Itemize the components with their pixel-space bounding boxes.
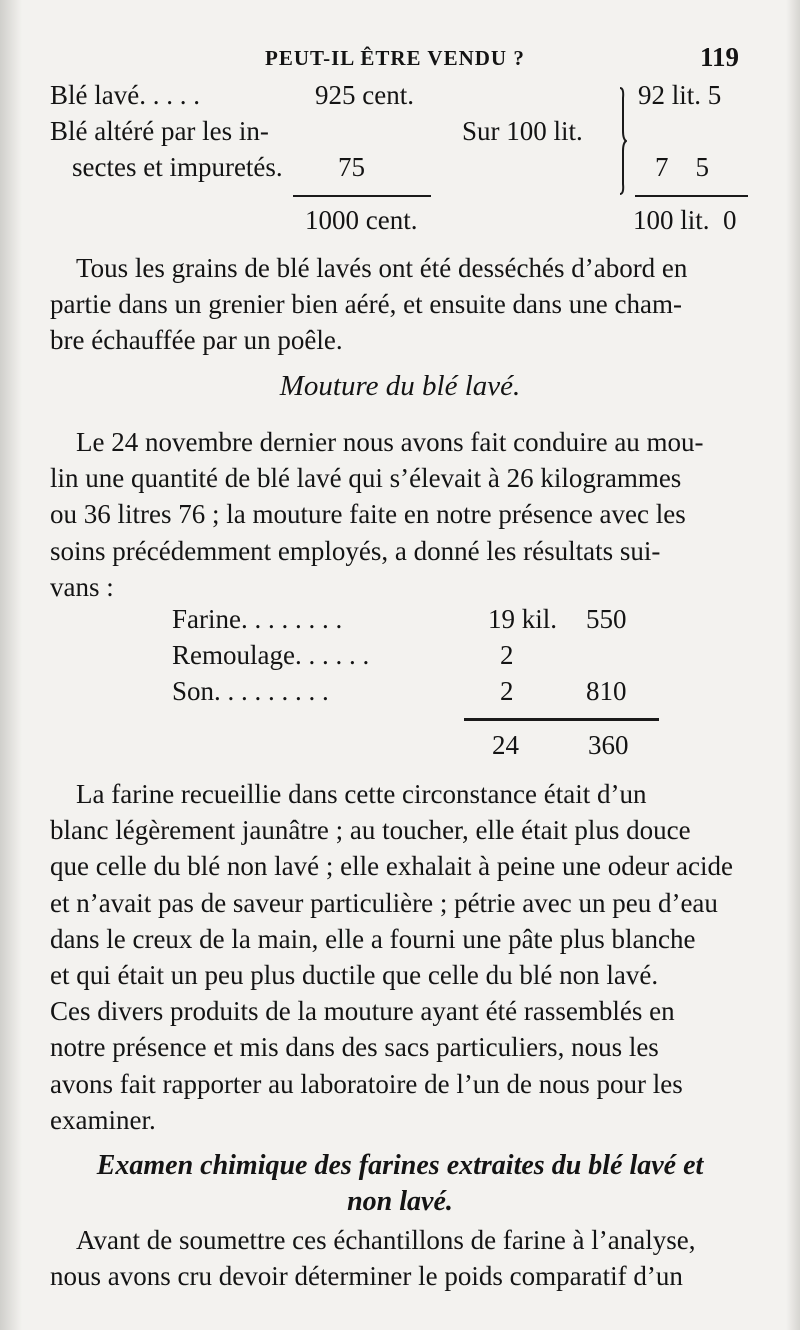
- text-line: dans le creux de la main, elle a fourni une pâte plus blanche: [50, 923, 696, 954]
- page-number: 119: [700, 42, 740, 72]
- grain-row3-ratio: 7 5: [655, 152, 709, 182]
- text-line: avons fait rapporter au laboratoire de l’un de nous pour les: [50, 1068, 683, 1099]
- text-line: soins précédemment employés, a donné les résultats sui-: [50, 535, 661, 566]
- text-line: Tous les grains de blé lavés ont été desséchés d’abord en: [76, 253, 688, 283]
- grain-row1-label: Blé lavé. . . . .: [50, 80, 200, 110]
- text-line: Ces divers produits de la mouture ayant été rassemblés en: [50, 996, 675, 1027]
- paragraph-analysis: [50, 1222, 750, 1294]
- section-title-examen: [50, 1148, 750, 1220]
- grain-row2-label: Blé altéré par les in-: [50, 116, 269, 146]
- text-line: et n’avait pas de saveur particulière ; pétrie avec un peu d’eau: [50, 887, 718, 918]
- page-header: [0, 38, 800, 74]
- text-line: partie dans un grenier bien aéré, et ensuite dans une cham-: [50, 289, 682, 320]
- text-line: vans :: [50, 571, 114, 602]
- grain-total-ratio: 100 lit. 0: [633, 205, 737, 235]
- text-line: blanc légèrement jaunâtre ; au toucher, elle était plus douce: [50, 815, 691, 846]
- paragraph-drying: [50, 250, 750, 359]
- grain-row2-mid: Sur 100 lit.: [462, 116, 583, 146]
- grain-row1-ratio: 92 lit. 5: [638, 80, 722, 110]
- section-title-line: Examen chimique des farines extraites du blé lavé et: [96, 1150, 704, 1181]
- text-line: La farine recueillie dans cette circonstance était d’un: [76, 779, 647, 809]
- text-line: Avant de soumettre ces échantillons de farine à l’analyse,: [76, 1225, 696, 1255]
- text-line: Le 24 novembre dernier nous avons fait conduire au mou-: [76, 427, 704, 457]
- milling-row-gram: 550: [586, 604, 627, 634]
- text-line: ou 36 litres 76 ; la mouture faite en notre présence avec les: [50, 499, 686, 530]
- milling-row-label: Farine. . . . . . . .: [172, 604, 343, 634]
- text-line: et qui était un peu plus ductile que celle du blé non lavé.: [50, 960, 659, 991]
- paragraph-milling: [50, 424, 750, 605]
- text-line: examiner.: [50, 1104, 156, 1135]
- text-line: nous avons cru devoir déterminer le poids comparatif d’un: [50, 1261, 683, 1292]
- text-line: bre échauffée par un poêle.: [50, 325, 343, 356]
- section-title-line: non lavé.: [347, 1186, 453, 1217]
- milling-row-kil: 19 kil.: [488, 604, 558, 634]
- text-line: que celle du blé non lavé ; elle exhalait à peine une odeur acide: [50, 851, 733, 882]
- text-line: notre présence et mis dans des sacs particuliers, nous les: [50, 1032, 659, 1063]
- grain-row1-amount: 925 cent.: [315, 80, 414, 110]
- milling-row-kil: 2: [500, 640, 514, 670]
- milling-sum-rule: [464, 718, 659, 721]
- page-edge-right: [786, 0, 800, 1330]
- milling-row-gram: 810: [586, 676, 627, 706]
- milling-row-label: Remoulage. . . . . .: [172, 640, 370, 670]
- milling-total-gram: 360: [588, 730, 629, 760]
- page-edge-left: [0, 0, 22, 1330]
- grain-sum-rule: [293, 195, 431, 197]
- grain-total-amount: 1000 cent.: [305, 205, 418, 235]
- running-head: PEUT-IL ÊTRE VENDU ?: [265, 46, 525, 70]
- milling-total-kil: 24: [492, 730, 519, 760]
- paragraph-flour-description: [50, 776, 750, 1138]
- milling-row-label: Son. . . . . . . . .: [172, 676, 329, 706]
- milling-row-kil: 2: [500, 676, 514, 706]
- section-title-mouture: Mouture du blé lavé.: [279, 370, 521, 402]
- grain-ratio-sum-rule: [635, 195, 748, 197]
- text-line: lin une quantité de blé lavé qui s’élevait à 26 kilogrammes: [50, 463, 682, 494]
- grain-row3-amount: 75: [338, 152, 365, 182]
- grain-row3-label: sectes et impuretés.: [72, 152, 283, 182]
- brace-icon: [617, 86, 627, 196]
